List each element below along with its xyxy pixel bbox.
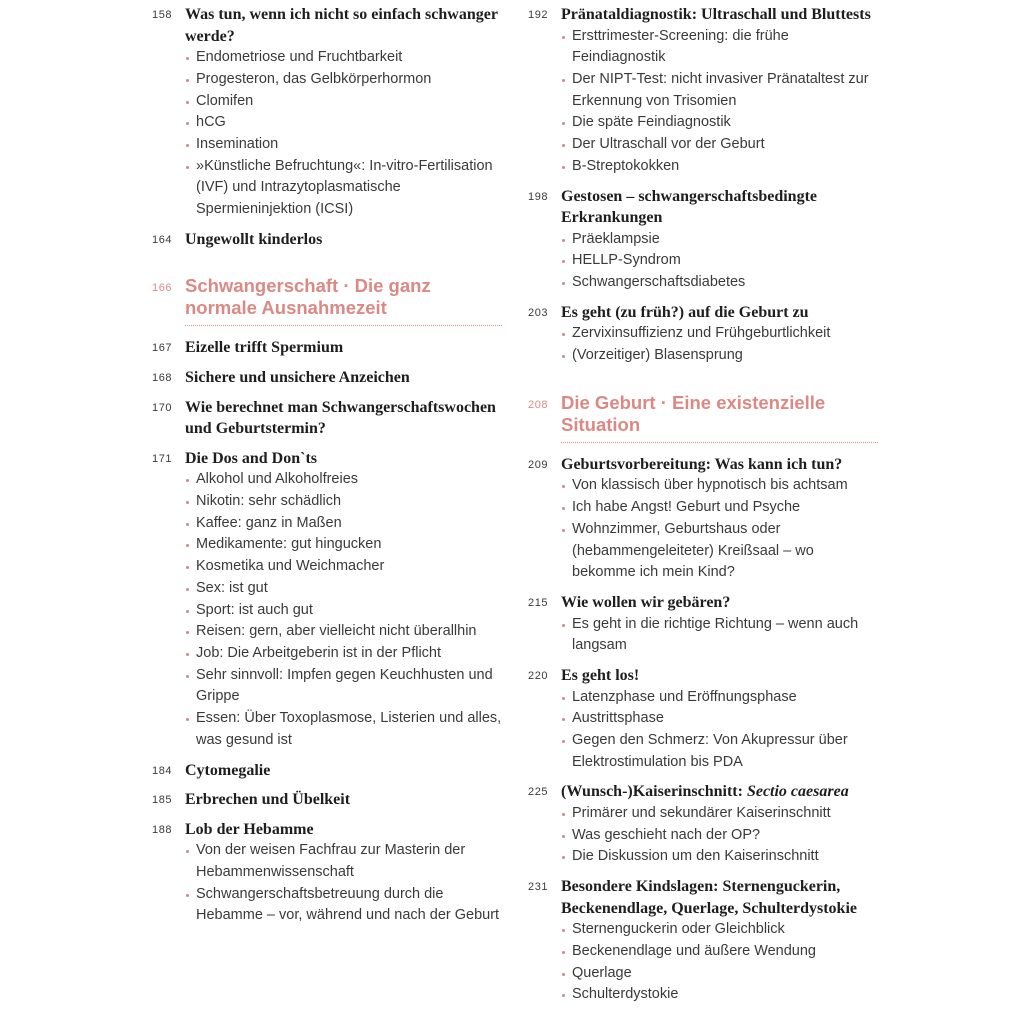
toc-entry: [528, 302, 878, 367]
list-item: Zervixinsuffizienz und Frühgeburtlichkeit: [561, 323, 878, 345]
entry-title-text: Besondere Kindslagen: Sternenguckerin, Beckenendlage, Querlage, Schulterdystokie: [561, 878, 857, 917]
list-item: Die späte Feindiagnostik: [561, 112, 878, 134]
list-item: Schulterdystokie: [561, 984, 878, 1006]
entry-page-number: 185: [152, 794, 173, 807]
list-item: Beckenendlage und äußere Wendung: [561, 941, 878, 963]
entry-page-number: 231: [528, 881, 549, 894]
entry-title: [561, 665, 878, 687]
entry-body: [561, 302, 878, 367]
toc-group: [152, 4, 502, 250]
list-item: Reisen: gern, aber vielleicht nicht überallhin: [185, 621, 502, 643]
toc-entry: [152, 819, 502, 927]
list-item: B-Streptokokken: [561, 156, 878, 178]
entry-title: [185, 789, 502, 811]
entry-body: [185, 819, 502, 927]
toc-entry: [528, 876, 878, 1006]
list-item: Latenzphase und Eröffnungsphase: [561, 687, 878, 709]
entry-body: [185, 367, 502, 389]
entry-title-text: (Wunsch-)Kaiserinschnitt:: [561, 783, 747, 801]
list-item: Endometriose und Fruchtbarkeit: [185, 47, 502, 69]
toc-entry: [152, 397, 502, 440]
entry-title: [561, 592, 878, 614]
toc-chapter-heading: [152, 275, 502, 326]
list-item: (Vorzeitiger) Blasensprung: [561, 345, 878, 367]
entry-title-text: Es geht (zu früh?) auf die Geburt zu: [561, 303, 809, 321]
list-item: Querlage: [561, 963, 878, 985]
chapter-title: Schwangerschaft · Die ganz normale Ausnahmezeit: [185, 275, 502, 326]
entry-page-number: 220: [528, 669, 549, 682]
entry-page-number: 167: [152, 342, 173, 355]
list-item: Von klassisch über hypnotisch bis achtsam: [561, 475, 878, 497]
entry-body: [185, 397, 502, 440]
entry-title: [185, 760, 502, 782]
toc-chapter-heading: [528, 392, 878, 443]
list-item: Kaffee: ganz in Maßen: [185, 513, 502, 535]
entry-body: [561, 4, 878, 178]
entry-body: [561, 876, 878, 1006]
entry-subitems: [185, 47, 502, 221]
list-item: Die Diskussion um den Kaiserinschnitt: [561, 846, 878, 868]
list-item: Medikamente: gut hingucken: [185, 534, 502, 556]
toc-column-left: [152, 4, 502, 935]
list-item: Progesteron, das Gelbkörperhormon: [185, 69, 502, 91]
list-item: Es geht in die richtige Richtung – wenn auch langsam: [561, 614, 878, 657]
list-item: Gegen den Schmerz: Von Akupressur über Elektrostimulation bis PDA: [561, 730, 878, 773]
entry-title-text: Pränataldiagnostik: Ultraschall und Bluttests: [561, 6, 871, 23]
list-item: Kosmetika und Weichmacher: [185, 556, 502, 578]
list-item: Sport: ist auch gut: [185, 600, 502, 622]
entry-title-text: Eizelle trifft Spermium: [185, 339, 344, 357]
list-item: Ich habe Angst! Geburt und Psyche: [561, 497, 878, 519]
entry-title-text: Lob der Hebamme: [185, 820, 314, 838]
list-item: Insemination: [185, 134, 502, 156]
list-item: Sehr sinnvoll: Impfen gegen Keuchhusten und Grippe: [185, 665, 502, 708]
toc-column-right: [528, 4, 878, 1014]
entry-body: [561, 186, 878, 294]
entry-title-text: Cytomegalie: [185, 761, 271, 779]
entry-page-number: 158: [152, 9, 173, 21]
toc-entry: [528, 781, 878, 868]
toc-entry: [152, 789, 502, 811]
entry-page-number: 225: [528, 786, 549, 799]
entry-body: [185, 4, 502, 221]
entry-page-number: 171: [152, 452, 173, 465]
entry-subitems: [185, 469, 502, 751]
toc-entry: [152, 229, 502, 251]
entry-subitems: [561, 803, 878, 868]
entry-title: [185, 448, 502, 470]
entry-title: [561, 186, 878, 229]
entry-title: [185, 337, 502, 359]
toc-entry: [528, 454, 878, 584]
entry-body: [185, 760, 502, 782]
list-item: Wohnzimmer, Geburtshaus oder (hebammengeleiteter) Kreißsaal – wo bekomme ich mein Kind?: [561, 519, 878, 584]
entry-body: [185, 229, 502, 251]
entry-page-number: 192: [528, 9, 549, 21]
list-item: HELLP-Syndrom: [561, 250, 878, 272]
list-item: hCG: [185, 112, 502, 134]
list-item: Primärer und sekundärer Kaiserinschnitt: [561, 803, 878, 825]
entry-title: [561, 302, 878, 324]
entry-subitems: [561, 229, 878, 294]
entry-subitems: [561, 26, 878, 178]
entry-title-text: Sichere und unsichere Anzeichen: [185, 369, 410, 386]
entry-subitems: [561, 687, 878, 774]
chapter-title: Die Geburt · Eine existenzielle Situation: [561, 392, 878, 443]
entry-subitems: [561, 614, 878, 657]
entry-title: [185, 367, 502, 389]
list-item: Der Ultraschall vor der Geburt: [561, 134, 878, 156]
toc-entry: [152, 448, 502, 752]
entry-title-text: Es geht los!: [561, 666, 640, 684]
list-item: Alkohol und Alkoholfreies: [185, 469, 502, 491]
list-item: Essen: Über Toxoplasmose, Listerien und alles, was gesund ist: [185, 708, 502, 751]
chapter-page-number: 166: [152, 282, 173, 295]
entry-body: [561, 454, 878, 584]
list-item: Clomifen: [185, 91, 502, 113]
entry-body: [561, 592, 878, 657]
entry-title-text: Ungewollt kinderlos: [185, 230, 323, 248]
entry-title: [561, 454, 878, 476]
entry-subitems: [561, 475, 878, 584]
entry-title-text: Erbrechen und Übelkeit: [185, 791, 351, 809]
toc-entry: [528, 4, 878, 178]
toc-entry: [528, 665, 878, 773]
entry-subitems: [561, 323, 878, 366]
entry-title: [561, 781, 878, 803]
entry-title-text: Geburtsvorbereitung: Was kann ich tun?: [561, 455, 843, 473]
entry-title: [561, 4, 878, 26]
entry-page-number: 198: [528, 190, 549, 203]
entry-page-number: 168: [152, 372, 173, 384]
list-item: Nikotin: sehr schädlich: [185, 491, 502, 513]
entry-title: [185, 819, 502, 841]
entry-title-text: Was tun, wenn ich nicht so einfach schwanger werde?: [185, 6, 498, 45]
list-item: Der NIPT-Test: nicht invasiver Pränataltest zur Erkennung von Trisomien: [561, 69, 878, 112]
list-item: Austrittsphase: [561, 708, 878, 730]
entry-page-number: 170: [152, 401, 173, 414]
list-item: »Künstliche Befruchtung«: In-vitro-Fertilisation (IVF) und Intrazytoplasmatische Spermieninjektion (ICSI): [185, 156, 502, 221]
entry-title: [185, 229, 502, 251]
list-item: Von der weisen Fachfrau zur Masterin der Hebammenwissenschaft: [185, 840, 502, 883]
entry-page-number: 184: [152, 764, 173, 777]
entry-page-number: 164: [152, 233, 173, 246]
toc-entry: [152, 337, 502, 359]
list-item: Sex: ist gut: [185, 578, 502, 600]
list-item: Schwangerschaftsdiabetes: [561, 272, 878, 294]
entry-page-number: 203: [528, 306, 549, 319]
entry-title-italic: Sectio caesarea: [746, 783, 849, 801]
entry-subitems: [561, 919, 878, 1006]
entry-body: [185, 789, 502, 811]
entry-title: [185, 397, 502, 440]
list-item: Präeklampsie: [561, 229, 878, 251]
entry-body: [561, 781, 878, 868]
toc-group: [528, 454, 878, 1006]
entry-title-text: Gestosen – schwangerschaftsbedingte Erkrankungen: [561, 187, 817, 227]
entry-title-text: Wie wollen wir gebären?: [561, 593, 731, 611]
toc-entry: [152, 367, 502, 389]
toc-entry: [528, 592, 878, 657]
list-item: Schwangerschaftsbetreuung durch die Hebamme – vor, während und nach der Geburt: [185, 884, 502, 927]
list-item: Was geschieht nach der OP?: [561, 825, 878, 847]
list-item: Ersttrimester-Screening: die frühe Feindiagnostik: [561, 26, 878, 69]
entry-title: [561, 876, 878, 919]
entry-subitems: [185, 840, 502, 927]
entry-body: [561, 665, 878, 773]
toc-entry: [152, 4, 502, 221]
entry-page-number: 209: [528, 458, 549, 471]
toc-group: [528, 4, 878, 367]
toc-entry: [528, 186, 878, 294]
list-item: Sternenguckerin oder Gleichblick: [561, 919, 878, 941]
toc-entry: [152, 760, 502, 782]
entry-title: [185, 4, 502, 47]
entry-page-number: 188: [152, 823, 173, 836]
list-item: Job: Die Arbeitgeberin ist in der Pflicht: [185, 643, 502, 665]
toc-group: [152, 337, 502, 927]
entry-body: [185, 337, 502, 359]
entry-title-text: Wie berechnet man Schwangerschaftswochen und Geburtstermin?: [185, 398, 496, 438]
entry-title-text: Die Dos and Don`ts: [185, 449, 318, 467]
chapter-page-number: 208: [528, 398, 549, 411]
entry-page-number: 215: [528, 596, 549, 609]
entry-body: [185, 448, 502, 752]
